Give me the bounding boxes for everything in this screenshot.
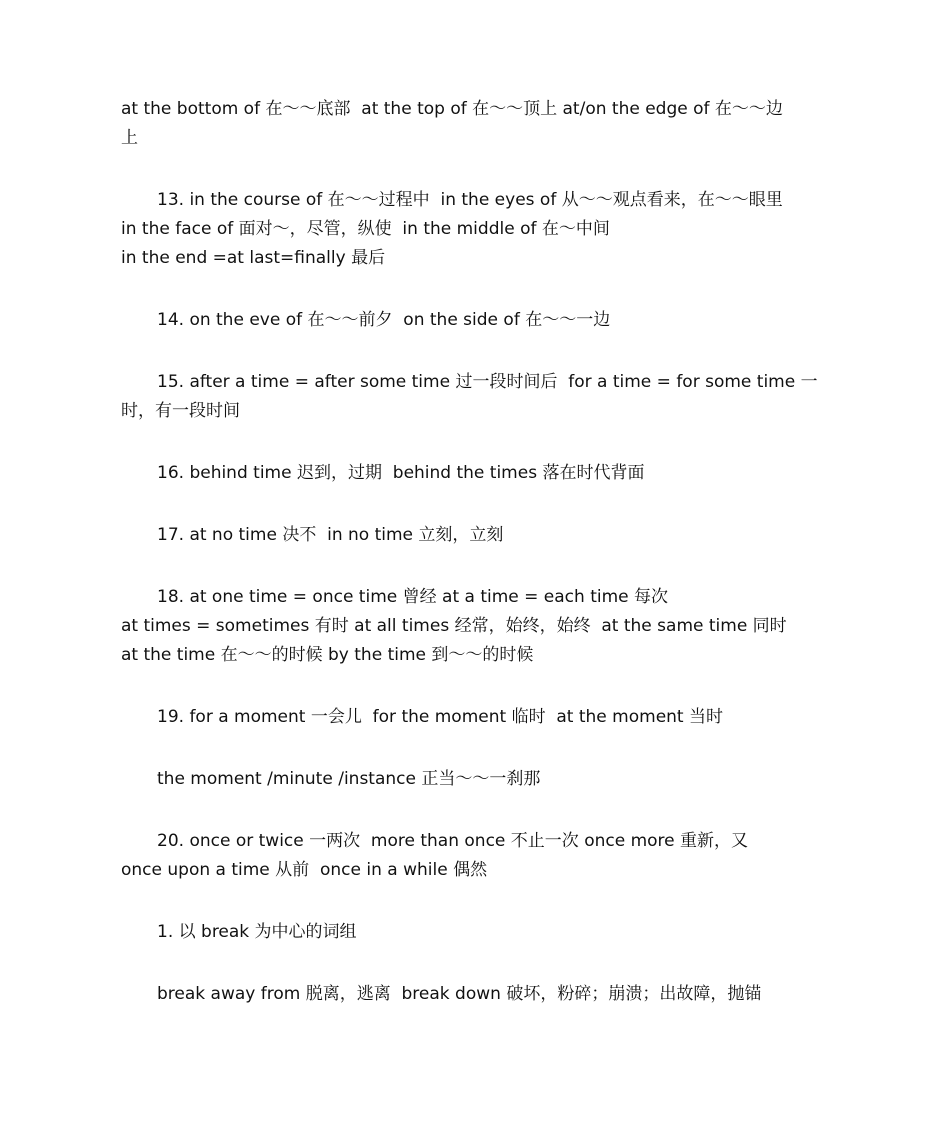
text-line: at the bottom of 在～～底部 at the top of 在～～顶上 at/on the edge of 在～～边: [121, 99, 783, 119]
text-line: 时，有一段时间: [121, 401, 240, 421]
text-line: at times = sometimes 有时 at all times 经常，始终，始终 at the same time 同时: [121, 616, 787, 636]
paragraph-20: [121, 827, 833, 885]
text-line: 17. at no time 决不 in no time 立刻，立刻: [157, 525, 504, 545]
text-line: 13. in the course of 在～～过程中 in the eyes of 从～～观点看来，在～～眼里: [157, 190, 783, 210]
text-line: break away from 脱离，逃离 break down 破坏，粉碎；崩溃；出故障，抛锚: [157, 984, 762, 1004]
paragraph-break-phrases: [121, 980, 833, 1009]
text-line: 上: [121, 128, 138, 148]
text-line: 15. after a time = after some time 过一段时间后 for a time = for some time 一: [157, 372, 818, 392]
text-line: once upon a time 从前 once in a while 偶然: [121, 860, 488, 880]
paragraph-13: [121, 186, 833, 273]
text-line: 14. on the eve of 在～～前夕 on the side of 在～～一边: [157, 310, 611, 330]
paragraph-moment: [121, 765, 833, 794]
text-line: 19. for a moment 一会儿 for the moment 临时 at the moment 当时: [157, 707, 723, 727]
paragraph-14: [121, 306, 833, 335]
section-heading-break: [121, 918, 833, 947]
text-line: in the end =at last=finally 最后: [121, 248, 386, 268]
paragraph-19: [121, 703, 833, 732]
text-line: 16. behind time 迟到，过期 behind the times 落在时代背面: [157, 463, 645, 483]
text-line: at the time 在～～的时候 by the time 到～～的时候: [121, 645, 534, 665]
paragraph-17: [121, 521, 833, 550]
paragraph-15: [121, 368, 833, 426]
text-line: 18. at one time = once time 曾经 at a time = each time 每次: [157, 587, 669, 607]
text-line: 20. once or twice 一两次 more than once 不止一次 once more 重新，又: [157, 831, 749, 851]
paragraph-16: [121, 459, 833, 488]
paragraph-18: [121, 583, 833, 670]
paragraph-bottom-top-edge: [121, 95, 833, 153]
document-body: [121, 95, 833, 1042]
text-line: the moment /minute /instance 正当～～一刹那: [157, 769, 541, 789]
text-line: 1. 以 break 为中心的词组: [157, 922, 357, 942]
text-line: in the face of 面对～，尽管，纵使 in the middle of 在～中间: [121, 219, 610, 239]
